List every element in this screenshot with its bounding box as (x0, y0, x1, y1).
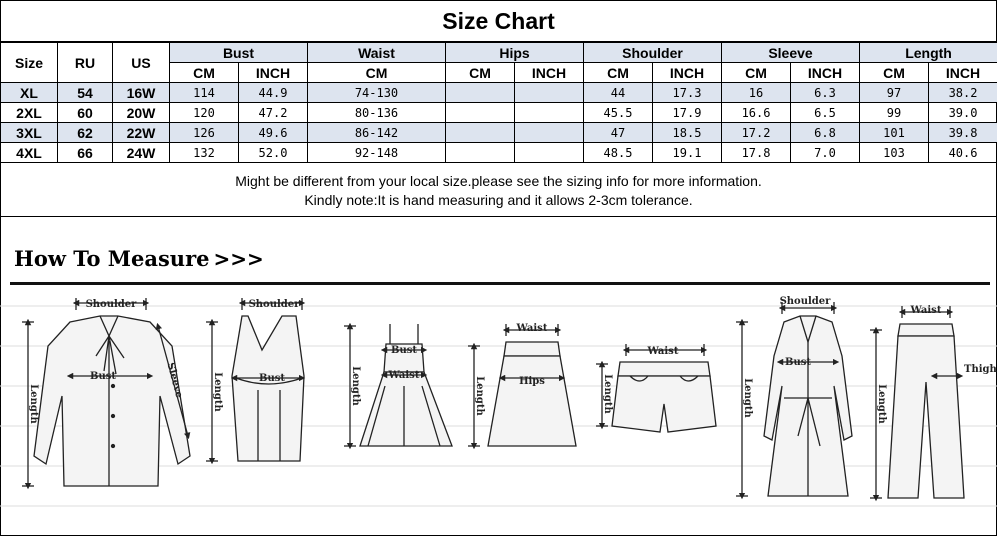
cell-shoulder-inch: 19.1 (653, 143, 722, 163)
label-bust: Bust (785, 357, 811, 368)
cell-sleeve-inch: 6.5 (791, 103, 860, 123)
cell-length-inch: 40.6 (929, 143, 997, 163)
note-line-1: Might be different from your local size.please see the sizing info for more information. (235, 173, 762, 189)
cell-length-cm: 97 (860, 83, 929, 103)
header-bust: Bust (170, 43, 308, 63)
label-thigh: Thigh (964, 364, 997, 375)
cell-hips-inch (515, 103, 584, 123)
cell-bust-cm: 114 (170, 83, 239, 103)
subheader-bust-cm: CM (170, 63, 239, 83)
subheader-length-inch: INCH (929, 63, 997, 83)
cell-ru: 66 (58, 143, 113, 163)
cell-us: 24W (113, 143, 170, 163)
header-hips: Hips (446, 43, 584, 63)
label-length: Length (28, 384, 39, 424)
divider (10, 282, 990, 285)
label-waist: Waist (388, 370, 420, 381)
cell-waist-cm: 92-148 (308, 143, 446, 163)
header-size: Size (1, 43, 58, 83)
arrows-icon: >>> (213, 247, 264, 271)
cell-bust-inch: 52.0 (239, 143, 308, 163)
cell-sleeve-cm: 17.8 (722, 143, 791, 163)
shorts-figure (596, 344, 716, 432)
label-sleeve: Sleeve (164, 361, 185, 400)
note-line-2: Kindly note:It is hand measuring and it allows 2-3cm tolerance. (304, 192, 693, 208)
cell-size: 4XL (1, 143, 58, 163)
subheader-shoulder-inch: INCH (653, 63, 722, 83)
cell-shoulder-inch: 18.5 (653, 123, 722, 143)
cell-sleeve-cm: 17.2 (722, 123, 791, 143)
label-bust: Bust (391, 345, 417, 356)
cell-shoulder-cm: 44 (584, 83, 653, 103)
label-shoulder: Shoulder (248, 299, 300, 310)
label-bust: Bust (259, 373, 285, 384)
label-bust: Bust (90, 371, 116, 382)
cell-size: 2XL (1, 103, 58, 123)
cell-sleeve-inch: 7.0 (791, 143, 860, 163)
label-length: Length (876, 384, 887, 424)
label-waist: Waist (516, 323, 548, 334)
label-waist: Waist (910, 305, 942, 316)
cell-bust-inch: 44.9 (239, 83, 308, 103)
size-table (0, 42, 997, 163)
cell-us: 16W (113, 83, 170, 103)
cell-waist-cm: 80-136 (308, 103, 446, 123)
header-waist: Waist (308, 43, 446, 63)
cell-length-cm: 101 (860, 123, 929, 143)
cell-sleeve-cm: 16 (722, 83, 791, 103)
cell-shoulder-inch: 17.3 (653, 83, 722, 103)
cell-hips-cm (446, 143, 515, 163)
label-length: Length (742, 378, 753, 418)
cell-us: 22W (113, 123, 170, 143)
subheader-length-cm: CM (860, 63, 929, 83)
cell-length-cm: 99 (860, 103, 929, 123)
cell-ru: 60 (58, 103, 113, 123)
cell-sleeve-inch: 6.3 (791, 83, 860, 103)
cell-ru: 54 (58, 83, 113, 103)
cell-length-inch: 38.2 (929, 83, 997, 103)
header-shoulder: Shoulder (584, 43, 722, 63)
cell-ru: 62 (58, 123, 113, 143)
subheader-bust-inch: INCH (239, 63, 308, 83)
header-us: US (113, 43, 170, 83)
label-length: Length (602, 374, 613, 414)
cell-shoulder-cm: 45.5 (584, 103, 653, 123)
label-length: Length (212, 372, 223, 412)
cell-length-inch: 39.0 (929, 103, 997, 123)
cell-hips-cm (446, 123, 515, 143)
header-length: Length (860, 43, 997, 63)
how-to-measure-heading (14, 246, 264, 271)
blouse-figure (22, 298, 190, 486)
label-waist: Waist (647, 346, 679, 357)
header-sleeve: Sleeve (722, 43, 860, 63)
table-row (1, 143, 997, 163)
cell-us: 20W (113, 103, 170, 123)
cell-sleeve-cm: 16.6 (722, 103, 791, 123)
label-hips: Hips (519, 376, 545, 387)
header-ru: RU (58, 43, 113, 83)
cell-hips-inch (515, 143, 584, 163)
cell-bust-cm: 126 (170, 123, 239, 143)
how-to-measure-title: How To Measure (14, 246, 210, 271)
cell-bust-cm: 132 (170, 143, 239, 163)
label-shoulder: Shoulder (779, 296, 831, 307)
cell-bust-cm: 120 (170, 103, 239, 123)
cell-shoulder-cm: 47 (584, 123, 653, 143)
cell-hips-inch (515, 123, 584, 143)
sizing-note (0, 163, 997, 217)
cell-hips-inch (515, 83, 584, 103)
cell-sleeve-inch: 6.8 (791, 123, 860, 143)
page-title: Size Chart (0, 0, 997, 42)
cell-shoulder-inch: 17.9 (653, 103, 722, 123)
subheader-shoulder-cm: CM (584, 63, 653, 83)
table-row (1, 83, 997, 103)
cell-size: 3XL (1, 123, 58, 143)
cell-size: XL (1, 83, 58, 103)
cell-waist-cm: 74-130 (308, 83, 446, 103)
table-row (1, 123, 997, 143)
subheader-sleeve-cm: CM (722, 63, 791, 83)
cell-shoulder-cm: 48.5 (584, 143, 653, 163)
cell-waist-cm: 86-142 (308, 123, 446, 143)
label-length: Length (474, 376, 485, 416)
cell-bust-inch: 49.6 (239, 123, 308, 143)
subheader-sleeve-inch: INCH (791, 63, 860, 83)
measurement-figures (0, 286, 997, 534)
cell-hips-cm (446, 83, 515, 103)
label-length: Length (350, 366, 361, 406)
cell-length-cm: 103 (860, 143, 929, 163)
cell-length-inch: 39.8 (929, 123, 997, 143)
cell-bust-inch: 47.2 (239, 103, 308, 123)
subheader-hips-inch: INCH (515, 63, 584, 83)
label-shoulder: Shoulder (85, 299, 137, 310)
subheader-waist-cm: CM (308, 63, 446, 83)
table-row (1, 103, 997, 123)
cell-hips-cm (446, 103, 515, 123)
subheader-hips-cm: CM (446, 63, 515, 83)
